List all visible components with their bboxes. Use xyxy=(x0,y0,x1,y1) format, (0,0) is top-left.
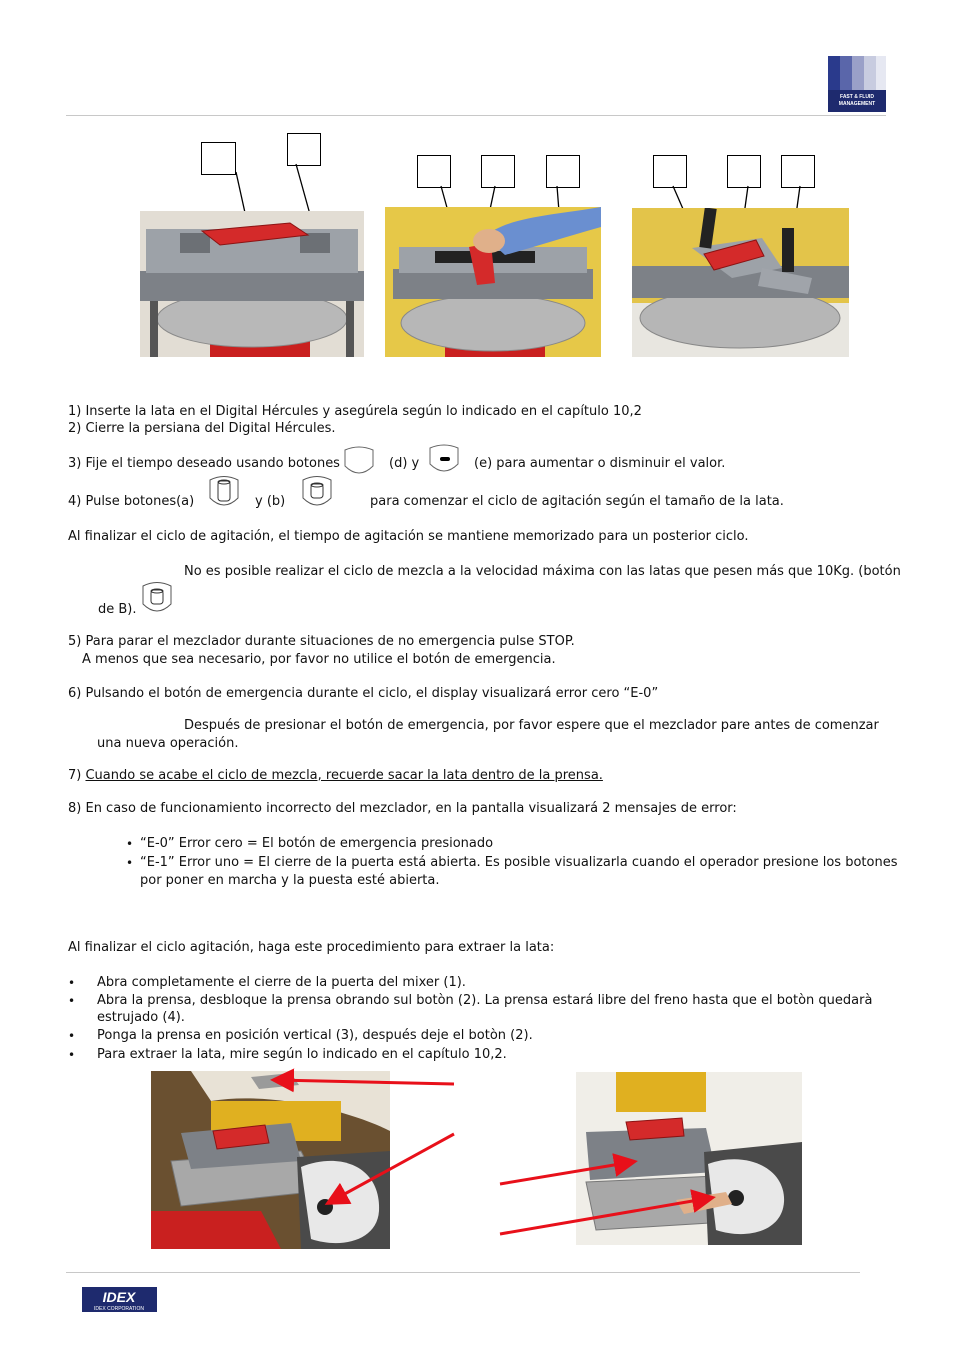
bullet: • xyxy=(68,1048,76,1062)
bullet: • xyxy=(68,1029,76,1043)
step-4-text-c: para comenzar el ciclo de agitación según el tamaño de la lata. xyxy=(370,494,784,509)
mixer-photo-3 xyxy=(632,208,849,357)
step-2-text: 2) Cierre la persiana del Digital Hércules. xyxy=(68,421,336,436)
step-7-underlined: Cuando se acabe el ciclo de mezcla, recuerde sacar la lata dentro de la prensa. xyxy=(85,768,603,783)
ffm-logo-line2: MANAGEMENT xyxy=(838,101,876,107)
bullet: • xyxy=(126,837,134,851)
footer-rule xyxy=(66,1272,860,1273)
red-arrows xyxy=(0,1060,954,1250)
step-1-text: 1) Inserte la lata en el Digital Hércules y asegúrela según lo indicado en el capítulo 10,2 xyxy=(68,404,642,419)
step-7-text xyxy=(68,768,603,784)
step-7-number: 7) xyxy=(68,768,86,783)
minus-button-icon xyxy=(427,444,461,476)
bullet: • xyxy=(126,856,134,870)
note-2-text-b: una nueva operación. xyxy=(97,736,239,751)
step-3-text-a: 3) Fije el tiempo deseado usando botones xyxy=(68,456,340,471)
step-6-text: 6) Pulsando el botón de emergencia durante el ciclo, el display visualizará error cero “E-0” xyxy=(68,686,659,701)
mixer-photo-1 xyxy=(140,211,364,357)
bullet: • xyxy=(68,994,76,1008)
can-large-button-icon xyxy=(299,474,335,510)
error-e0-text: “E-0” Error cero = El botón de emergencia presionado xyxy=(140,836,494,851)
can-small-button-icon xyxy=(206,474,242,510)
idex-logo-sub: IDEX CORPORATION xyxy=(94,1306,144,1312)
extract-step-1: Abra completamente el cierre de la puerta del mixer (1). xyxy=(97,975,466,990)
step-5-text: 5) Para parar el mezclador durante situaciones de no emergencia pulse STOP. xyxy=(68,634,575,649)
extract-intro-text: Al finalizar el ciclo agitación, haga este procedimiento para extraer la lata: xyxy=(68,940,555,955)
extract-step-4: Para extraer la lata, mire según lo indicado en el capítulo 10,2. xyxy=(97,1047,507,1062)
bullet: • xyxy=(68,976,76,990)
step-4-text-b: y (b) xyxy=(255,494,286,509)
idex-logo xyxy=(82,1287,157,1312)
step-4-text-a: 4) Pulse botones(a) xyxy=(68,494,195,509)
error-e1-text-b: por poner en marcha y la puesta esté abierta. xyxy=(140,873,440,888)
error-e1-text-a: “E-1” Error uno = El cierre de la puerta está abierta. Es posible visualizarla cuando el operador presione los botones xyxy=(140,855,898,870)
step-3-text-b: (d) y xyxy=(389,456,420,471)
step-3-text-c: (e) para aumentar o disminuir el valor. xyxy=(474,456,726,471)
ffm-logo-line1: FAST & FLUID xyxy=(840,94,874,100)
extract-step-2b: estrujado (4). xyxy=(97,1010,185,1025)
step-8-text: 8) En caso de funcionamiento incorrecto del mezclador, en la pantalla visualizará 2 mensajes de error: xyxy=(68,801,737,816)
step-5-note: A menos que sea necesario, por favor no utilice el botón de emergencia. xyxy=(82,652,556,667)
note-1-text-b: de B). xyxy=(98,602,137,617)
extract-step-2a: Abra la prensa, desbloque la prensa obrando sul botòn (2). La prensa estará libre del freno hasta que el botòn quedarà xyxy=(97,993,873,1008)
plus-button-icon xyxy=(342,446,376,476)
note-2-text-a: Después de presionar el botón de emergencia, por favor espere que el mezclador pare antes de comenzar xyxy=(184,718,879,733)
mixer-photo-2 xyxy=(385,207,601,357)
extract-step-3: Ponga la prensa en posición vertical (3), después deje el botòn (2). xyxy=(97,1028,533,1043)
idex-logo-text: IDEX xyxy=(102,1289,136,1305)
note-1-text-a: No es posible realizar el ciclo de mezcla a la velocidad máxima con las latas que pesen más que 10Kg. (botón xyxy=(184,564,901,579)
can-large-button-icon xyxy=(139,580,175,616)
memory-text: Al finalizar el ciclo de agitación, el tiempo de agitación se mantiene memorizado para un posterior ciclo. xyxy=(68,529,749,544)
